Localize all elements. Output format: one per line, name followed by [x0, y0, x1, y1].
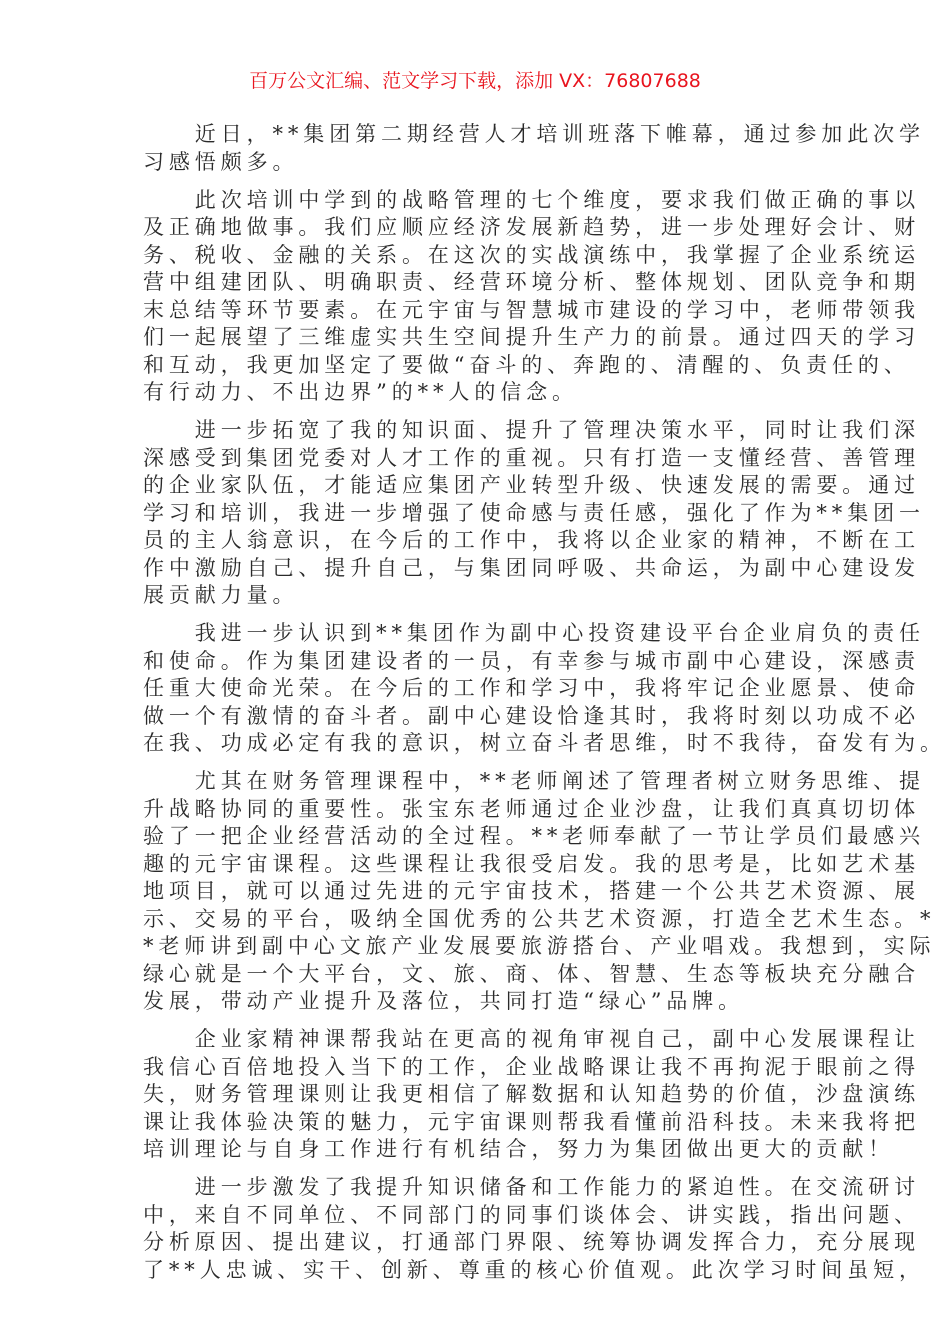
- text-line: 此次培训中学到的战略管理的七个维度，要求我们做正确的事以: [143, 187, 920, 212]
- paragraph-3: [143, 417, 925, 610]
- text-line: 做一个有激情的奋斗者。副中心建设恰逢其时，我将时刻以功成不必: [143, 703, 920, 728]
- text-line: 和互动，我更加坚定了要做“奋斗的、奔跑的、清醒的、负责任的、: [143, 352, 910, 377]
- paragraph-6: [143, 1026, 920, 1164]
- paragraph-5: [143, 768, 936, 1016]
- text-line: 及正确地做事。我们应顺应经济发展新趋势，进一步处理好会计、财: [143, 215, 920, 239]
- text-line: 员的主人翁意识，在今后的工作中，我将以企业家的精神，不断在工: [143, 528, 920, 552]
- text-line: 营中组建团队、明确职责、经营环境分析、整体规划、团队竞争和期: [143, 270, 920, 294]
- text-line: 的企业家队伍，才能适应集团产业转型升级、快速发展的需要。通过: [143, 473, 920, 497]
- text-line: 们一起展望了三维虚实共生空间提升生产力的前景。通过四天的学习: [143, 325, 920, 349]
- text-line: 作中激励自己、提升自己，与集团同呼吸、共命运，为副中心建设发: [143, 555, 920, 580]
- text-line: 发展，带动产业提升及落位，共同打造“绿心”品牌。: [143, 989, 745, 1013]
- text-line: 绿心就是一个大平台，文、旅、商、体、智慧、生态等板块充分融合: [143, 961, 920, 986]
- document-body: [143, 121, 946, 1295]
- paragraph-1: [143, 121, 925, 176]
- text-line: 进一步拓宽了我的知识面、提升了管理决策水平，同时让我们深: [143, 418, 920, 442]
- text-line: 培训理论与自身工作进行有机结合，努力为集团做出更大的贡献！: [143, 1137, 895, 1161]
- text-line: 末总结等环节要素。在元宇宙与智慧城市建设的学习中，老师带领我: [143, 297, 920, 322]
- text-line: 课让我体验决策的魅力，元宇宙课则帮我看懂前沿科技。未来我将把: [143, 1109, 920, 1134]
- text-line: 在我、功成必定有我的意识，树立奋斗者思维，时不我待，奋发有为。: [143, 731, 946, 755]
- watermark-header: 百万公文汇编、范文学习下载，添加 VX：76807688: [249, 70, 701, 92]
- text-line: *老师讲到副中心文旅产业发展要旅游搭台、产业唱戏。我想到，实际: [143, 934, 936, 958]
- text-line: 验了一把企业经营活动的全过程。**老师奉献了一节让学员们最感兴: [143, 824, 925, 848]
- text-line: 我信心百倍地投入当下的工作，企业战略课让我不再拘泥于眼前之得: [143, 1054, 920, 1079]
- text-line: 和使命。作为集团建设者的一员，有幸参与城市副中心建设，深感责: [143, 648, 920, 673]
- text-line: 趣的元宇宙课程。这些课程让我很受启发。我的思考是，比如艺术基: [143, 851, 920, 876]
- paragraph-4: [143, 620, 946, 758]
- text-line: 示、交易的平台，吸纳全国优秀的公共艺术资源，打造全艺术生态。*: [143, 906, 936, 931]
- text-line: 中，来自不同单位、不同部门的同事们谈体会、讲实践，指出问题、: [143, 1202, 920, 1227]
- text-line: 升战略协同的重要性。张宝东老师通过企业沙盘，让我们真真切切体: [143, 796, 920, 821]
- text-line: 近日，**集团第二期经营人才培训班落下帷幕，通过参加此次学: [143, 122, 925, 146]
- text-line: 我进一步认识到**集团作为副中心投资建设平台企业肩负的责任: [143, 621, 925, 645]
- paragraph-7: [143, 1174, 925, 1284]
- text-line: 务、税收、金融的关系。在这次的实战演练中，我掌握了企业系统运: [143, 242, 920, 267]
- text-line: 学习和培训，我进一步增强了使命感与责任感，强化了作为**集团一: [143, 500, 925, 525]
- text-line: 习感悟颇多。: [143, 149, 299, 174]
- text-line: 任重大使命光荣。在今后的工作和学习中，我将牢记企业愿景、使命: [143, 676, 920, 700]
- text-line: 展贡献力量。: [143, 583, 299, 607]
- text-line: 企业家精神课帮我站在更高的视角审视自己，副中心发展课程让: [143, 1027, 920, 1051]
- text-line: 有行动力、不出边界”的**人的信念。: [143, 380, 578, 404]
- text-line: 深感受到集团党委对人才工作的重视。只有打造一支懂经营、善管理: [143, 445, 920, 470]
- text-line: 地项目，就可以通过先进的元宇宙技术，搭建一个公共艺术资源、展: [143, 879, 920, 903]
- text-line: 了**人忠诚、实干、创新、尊重的核心价值观。此次学习时间虽短，: [143, 1257, 925, 1282]
- text-line: 进一步激发了我提升知识储备和工作能力的紧迫性。在交流研讨: [143, 1175, 920, 1199]
- text-line: 分析原因、提出建议，打通部门界限、统筹协调发挥合力，充分展现: [143, 1230, 920, 1254]
- text-line: 尤其在财务管理课程中，**老师阐述了管理者树立财务思维、提: [143, 769, 925, 793]
- paragraph-2: [143, 187, 920, 407]
- text-line: 失，财务管理课则让我更相信了解数据和认知趋势的价值，沙盘演练: [143, 1082, 920, 1106]
